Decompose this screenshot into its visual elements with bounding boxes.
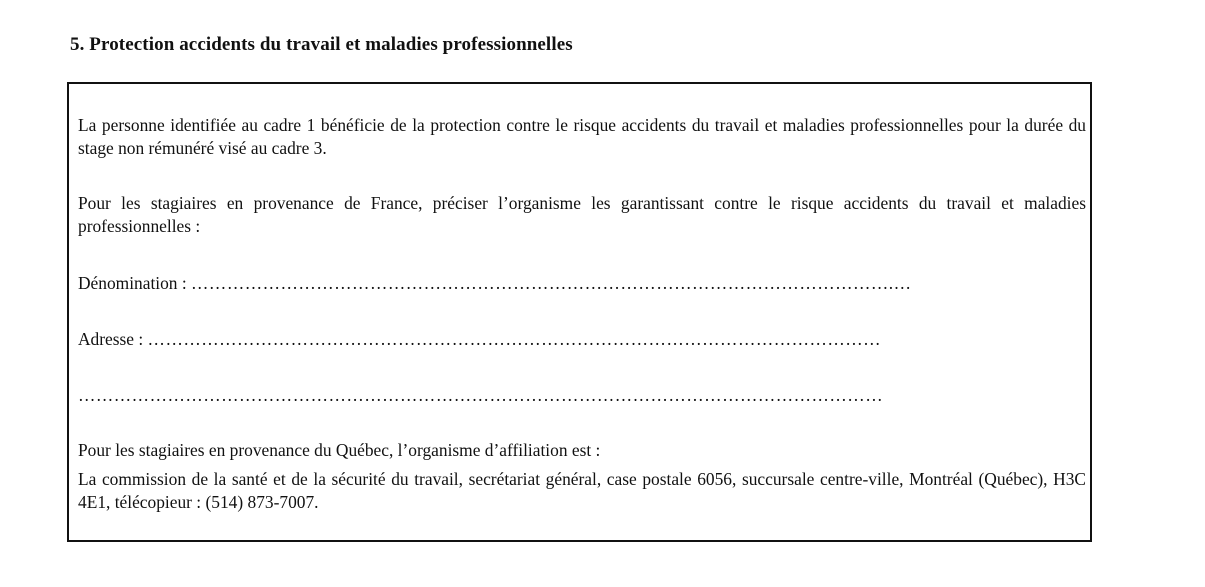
france-instruction-paragraph: Pour les stagiaires en provenance de France, préciser l’organisme les garantissant contre le risque accidents du travail et maladies professionnelles : xyxy=(78,193,1086,236)
protection-paragraph: La personne identifiée au cadre 1 bénéficie de la protection contre le risque accidents du travail et maladies professionnelles pour la durée du stage non rémunéré visé au cadre 3. xyxy=(78,115,1086,158)
section-title: 5. Protection accidents du travail et maladies professionnelles xyxy=(70,34,573,55)
adresse-field[interactable] xyxy=(78,328,1078,351)
quebec-paragraph: Pour les stagiaires en provenance du Québec, l’organisme d’affiliation est : xyxy=(78,440,601,460)
denomination-label: Dénomination : xyxy=(78,273,192,293)
adresse-label: Adresse : xyxy=(78,329,148,349)
adresse-second-line-field[interactable] xyxy=(78,384,1078,407)
adresse-dotted-line: …………………………………………………………………………………………………………… xyxy=(147,329,882,349)
protection-box xyxy=(67,82,1092,542)
adresse-second-dotted-line: ……………………………………………………………………………………………………………………… xyxy=(78,385,884,405)
denomination-dotted-line: ……………………………………………………………………………………………………….… xyxy=(191,273,912,293)
quebec-organism-address: La commission de la santé et de la sécurité du travail, secrétariat général, case postale 6056, succursale centre-ville, Montréal (Québec), H3C 4E1, télécopieur : (514) 873-7007. xyxy=(78,469,1086,512)
denomination-field[interactable] xyxy=(78,272,1078,295)
